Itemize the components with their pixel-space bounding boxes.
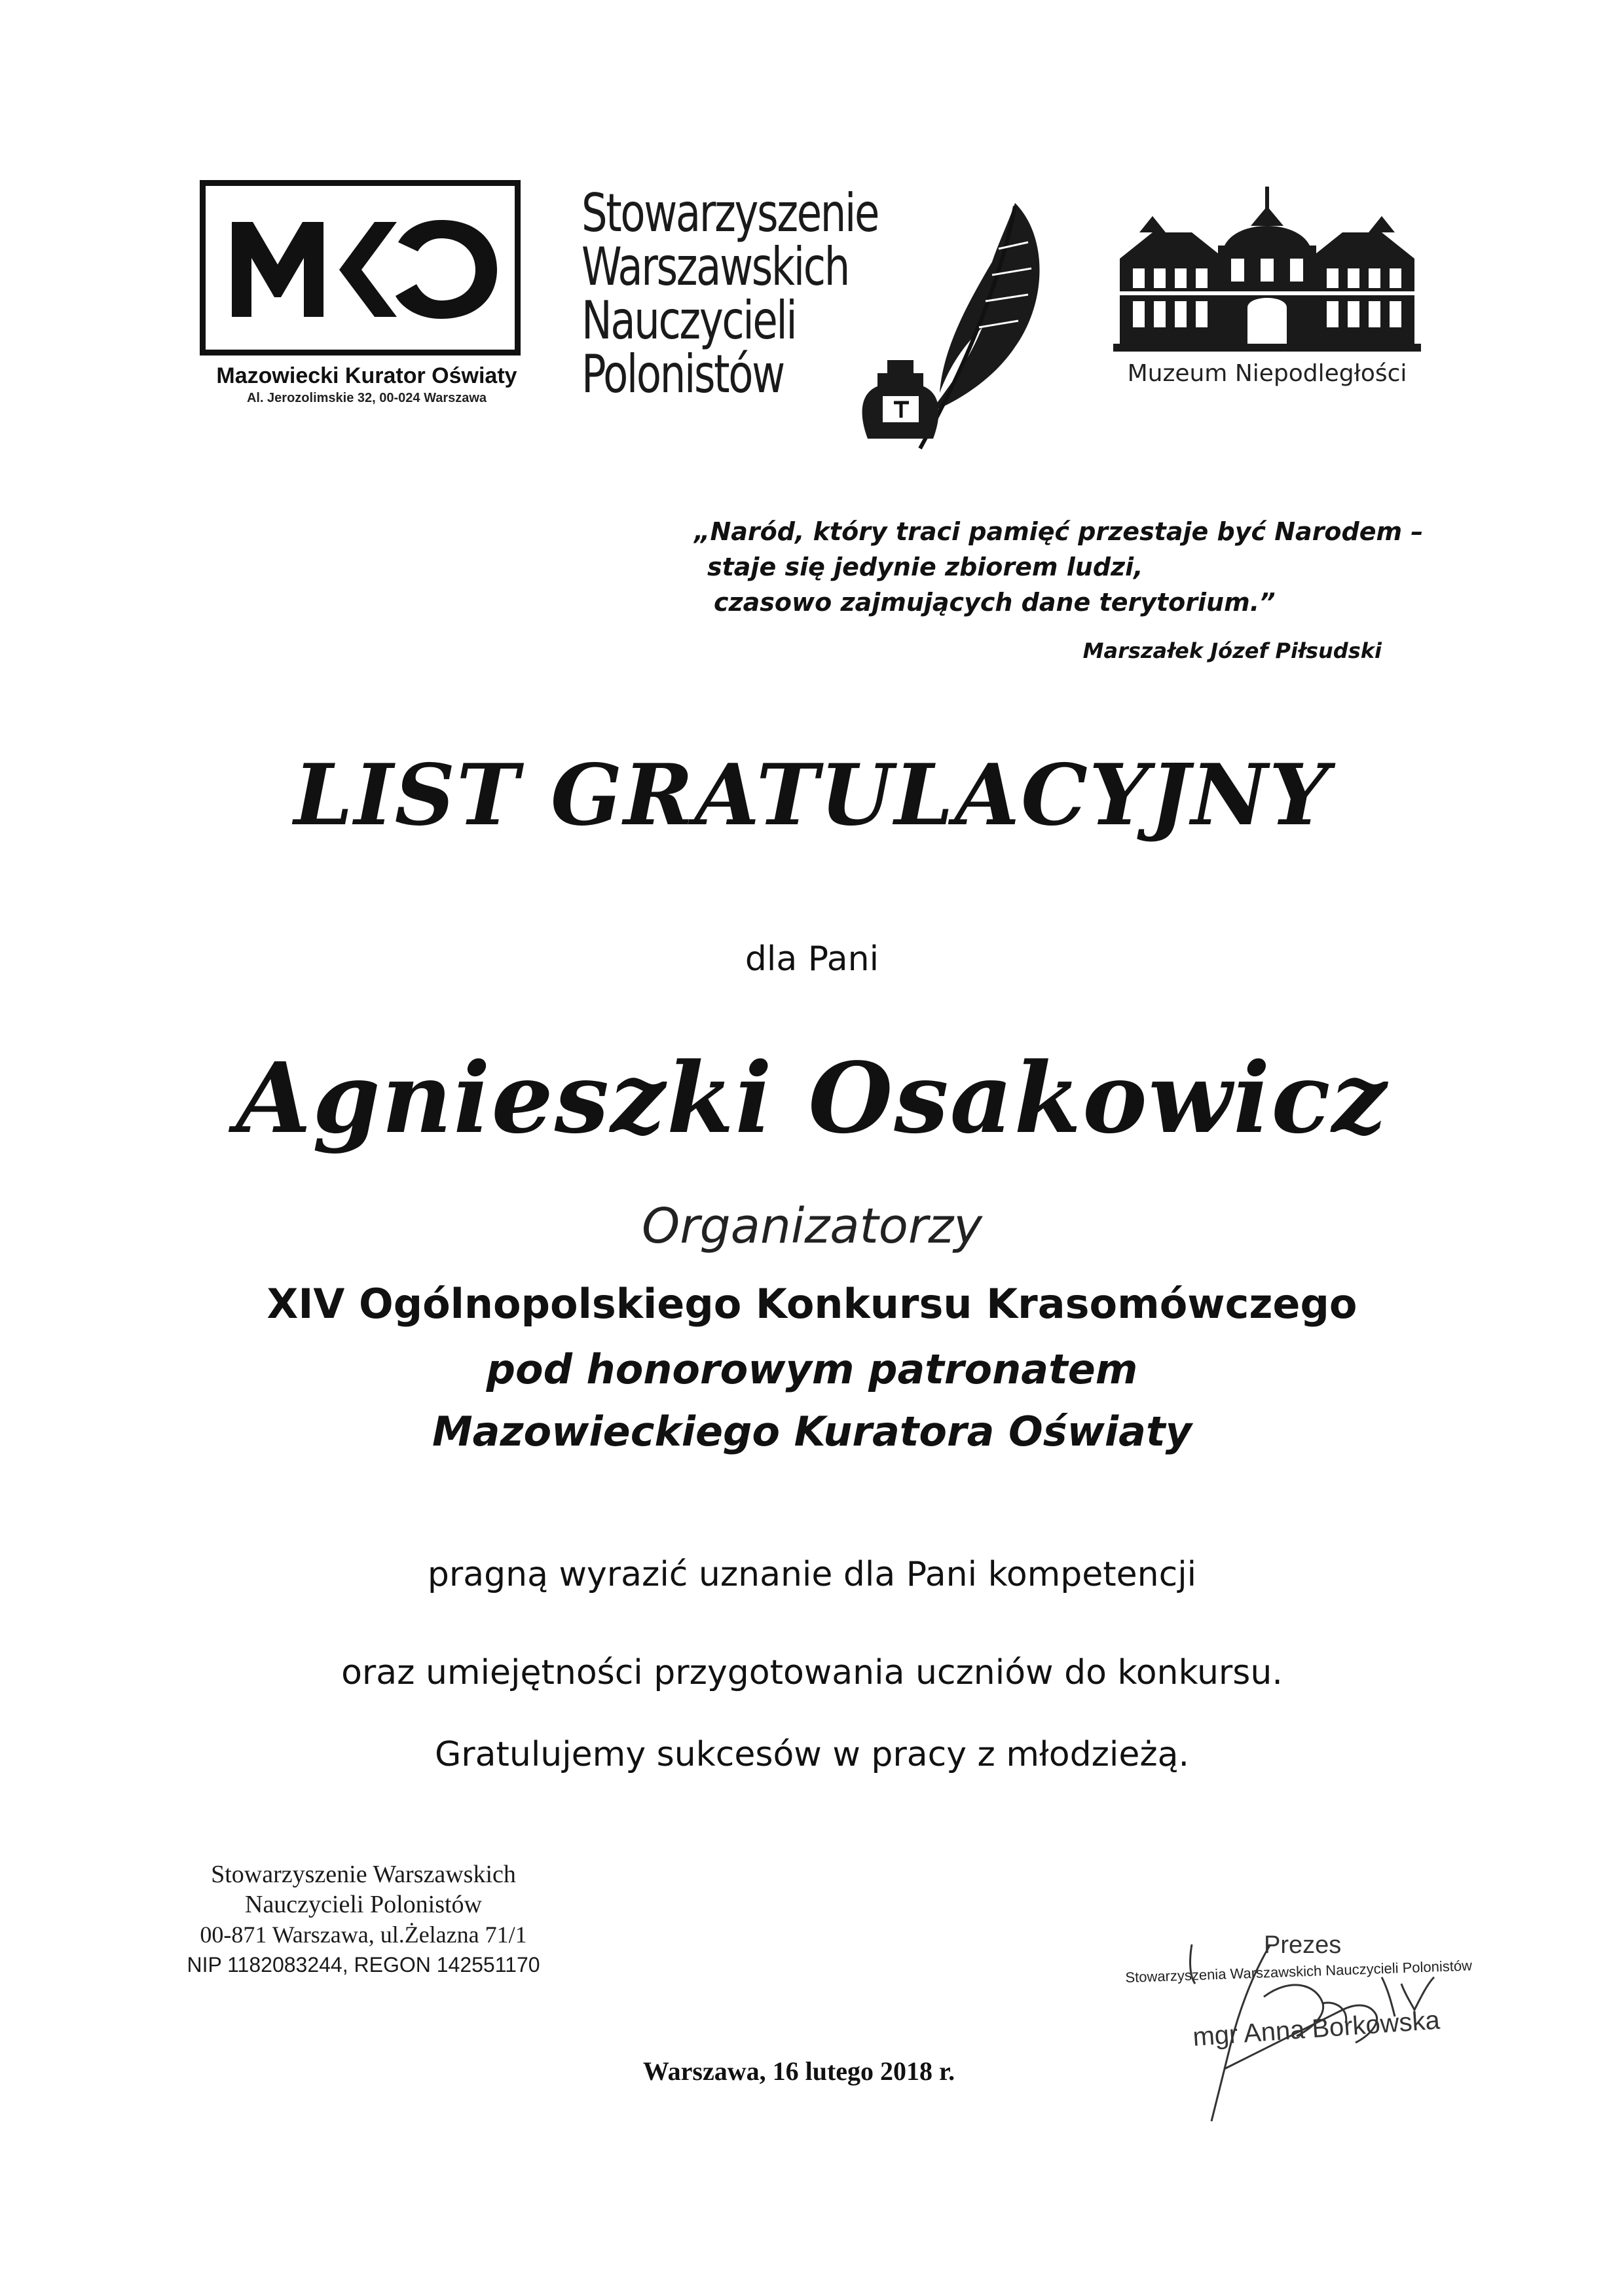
swnp-line-2: Warszawskich	[581, 236, 849, 297]
swnp-line-3: Nauczycieli	[581, 290, 796, 351]
recipient-prefix: dla Pani	[745, 939, 879, 979]
organizers-label: Organizatorzy	[642, 1198, 982, 1254]
museum-name: Muzeum Niepodległości	[1127, 360, 1407, 387]
stamp-line-1: Stowarzyszenie Warszawskich	[211, 1861, 516, 1888]
patronage-line: pod honorowym patronatem	[486, 1345, 1138, 1393]
stamp-line-4: NIP 1182083244, REGON 142551170	[187, 1953, 540, 1977]
document-title: LIST GRATULACYJNY	[293, 746, 1331, 845]
swnp-line-1: Stowarzyszenie	[581, 183, 879, 244]
mko-logo-mark	[206, 186, 515, 350]
stamp-line-3: 00-871 Warszawa, ul.Żelazna 71/1	[200, 1922, 527, 1948]
feather-inkwell-icon	[851, 196, 1061, 452]
mko-logo	[200, 180, 521, 355]
signature-organization: Stowarzyszenia Warszawskich Nauczycieli Polonistów	[1125, 1957, 1473, 1986]
body-line-1: pragną wyrazić uznanie dla Pani kompetencji	[427, 1555, 1197, 1594]
quote-author: Marszałek Józef Piłsudski	[1082, 638, 1382, 663]
quote-line-1: „Naród, który traci pamięć przestaje być Narodem –	[694, 517, 1424, 546]
quote	[694, 514, 1467, 620]
organization-stamp	[160, 1859, 566, 1980]
recipient-name: Agnieszki Osakowicz	[236, 1041, 1388, 1155]
patron-name: Mazowieckiego Kuratora Oświaty	[432, 1408, 1192, 1455]
swnp-line-4: Polonistów	[581, 344, 784, 405]
contest-name: XIV Ogólnopolskiego Konkursu Krasomówczego	[267, 1280, 1357, 1328]
signature-name: mgr Anna Borkowska	[1192, 2005, 1441, 2052]
handwritten-signature	[1172, 1938, 1467, 2134]
stamp-line-2: Nauczycieli Polonistów	[245, 1891, 482, 1918]
body-line-2: oraz umiejętności przygotowania uczniów do konkursu.	[341, 1653, 1283, 1692]
swnp-logo-text	[581, 183, 888, 405]
quote-line-3: czasowo zajmujących dane terytorium.”	[714, 588, 1276, 617]
place-and-date: Warszawa, 16 lutego 2018 r.	[642, 2056, 955, 2086]
signature-title: Prezes	[1264, 1931, 1342, 1959]
mko-address: Al. Jerozolimskie 32, 00-024 Warszawa	[246, 391, 487, 405]
body-line-3: Gratulujemy sukcesów w pracy z młodzieżą.	[434, 1735, 1190, 1774]
mko-name: Mazowiecki Kurator Oświaty	[216, 363, 517, 388]
museum-building-logo	[1113, 187, 1421, 357]
quote-line-2: staje się jedynie zbiorem ludzi,	[707, 553, 1143, 581]
